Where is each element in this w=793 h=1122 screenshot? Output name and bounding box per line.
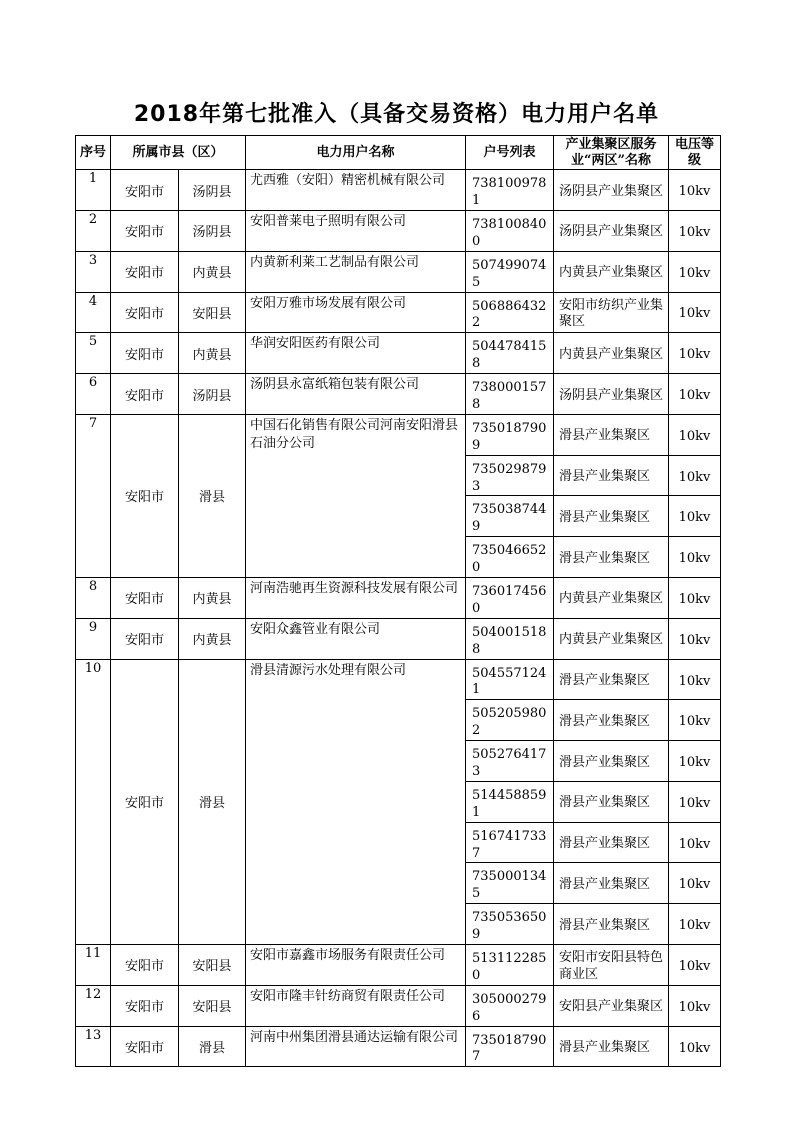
county-cell: 内黄县 xyxy=(178,577,245,618)
account-cell: 7350187907 xyxy=(465,1026,553,1067)
account-cell: 5052764173 xyxy=(465,740,553,781)
company-cell: 安阳万雅市场发展有限公司 xyxy=(245,292,465,333)
table-row xyxy=(75,1026,720,1067)
row-number-cell: 3 xyxy=(75,251,110,292)
zone-cell: 滑县产业集聚区 xyxy=(553,781,668,822)
account-cell: 7360174560 xyxy=(465,577,553,618)
city-cell: 安阳市 xyxy=(110,169,178,210)
zone-cell: 安阳市安阳县特色商业区 xyxy=(553,944,668,985)
table-header xyxy=(75,135,720,169)
zone-cell: 滑县产业集聚区 xyxy=(553,1026,668,1067)
row-number-cell: 7 xyxy=(75,414,110,577)
account-cell: 5131122850 xyxy=(465,944,553,985)
zone-cell: 滑县产业集聚区 xyxy=(553,862,668,903)
account-cell: 7350466520 xyxy=(465,536,553,577)
row-number-cell: 4 xyxy=(75,292,110,333)
county-cell: 内黄县 xyxy=(178,332,245,373)
city-cell: 安阳市 xyxy=(110,292,178,333)
table-row xyxy=(75,210,720,251)
company-cell: 内黄新利莱工艺制品有限公司 xyxy=(245,251,465,292)
county-cell: 滑县 xyxy=(178,659,245,944)
voltage-cell: 10kv xyxy=(668,414,720,455)
table-row xyxy=(75,985,720,1026)
voltage-cell: 10kv xyxy=(668,740,720,781)
table-row xyxy=(75,659,720,700)
table-row xyxy=(75,373,720,414)
account-cell: 5144588591 xyxy=(465,781,553,822)
voltage-cell: 10kv xyxy=(668,1026,720,1067)
table-row xyxy=(75,332,720,373)
company-cell: 滑县清源污水处理有限公司 xyxy=(245,659,465,944)
voltage-cell: 10kv xyxy=(668,292,720,333)
voltage-cell: 10kv xyxy=(668,822,720,863)
row-number-cell: 10 xyxy=(75,659,110,944)
row-number-cell: 8 xyxy=(75,577,110,618)
row-number-cell: 6 xyxy=(75,373,110,414)
table-row xyxy=(75,251,720,292)
company-cell: 安阳普莱电子照明有限公司 xyxy=(245,210,465,251)
zone-cell: 汤阴县产业集聚区 xyxy=(553,210,668,251)
company-cell: 安阳市隆丰针纺商贸有限责任公司 xyxy=(245,985,465,1026)
account-cell: 7350536509 xyxy=(465,903,553,944)
zone-cell: 汤阴县产业集聚区 xyxy=(553,373,668,414)
county-cell: 滑县 xyxy=(178,1026,245,1067)
table-row xyxy=(75,414,720,455)
zone-cell: 滑县产业集聚区 xyxy=(553,740,668,781)
city-cell: 安阳市 xyxy=(110,944,178,985)
account-cell: 7350298793 xyxy=(465,455,553,496)
voltage-cell: 10kv xyxy=(668,169,720,210)
company-cell: 汤阴县永富纸箱包装有限公司 xyxy=(245,373,465,414)
zone-cell: 安阳县产业集聚区 xyxy=(553,985,668,1026)
city-cell: 安阳市 xyxy=(110,251,178,292)
voltage-cell: 10kv xyxy=(668,536,720,577)
zone-cell: 滑县产业集聚区 xyxy=(553,822,668,863)
voltage-cell: 10kv xyxy=(668,618,720,659)
account-cell: 5167417337 xyxy=(465,822,553,863)
header-voltage: 电压等级 xyxy=(668,135,720,169)
zone-cell: 滑县产业集聚区 xyxy=(553,455,668,496)
voltage-cell: 10kv xyxy=(668,903,720,944)
account-cell: 5068864322 xyxy=(465,292,553,333)
account-cell: 5040015188 xyxy=(465,618,553,659)
voltage-cell: 10kv xyxy=(668,944,720,985)
voltage-cell: 10kv xyxy=(668,332,720,373)
zone-cell: 滑县产业集聚区 xyxy=(553,495,668,536)
city-cell: 安阳市 xyxy=(110,1026,178,1067)
county-cell: 内黄县 xyxy=(178,251,245,292)
company-cell: 华润安阳医药有限公司 xyxy=(245,332,465,373)
account-cell: 5044784158 xyxy=(465,332,553,373)
account-cell: 5074990745 xyxy=(465,251,553,292)
table-body xyxy=(75,169,720,1066)
county-cell: 安阳县 xyxy=(178,292,245,333)
row-number-cell: 1 xyxy=(75,169,110,210)
header-accounts: 户号列表 xyxy=(465,135,553,169)
zone-cell: 内黄县产业集聚区 xyxy=(553,577,668,618)
account-cell: 7350001345 xyxy=(465,862,553,903)
header-row xyxy=(75,135,720,169)
voltage-cell: 10kv xyxy=(668,659,720,700)
account-cell: 7381009781 xyxy=(465,169,553,210)
header-zone: 产业集聚区服务业“两区”名称 xyxy=(553,135,668,169)
city-cell: 安阳市 xyxy=(110,577,178,618)
zone-cell: 滑县产业集聚区 xyxy=(553,659,668,700)
table-row xyxy=(75,292,720,333)
company-cell: 河南浩驰再生资源科技发展有限公司 xyxy=(245,577,465,618)
county-cell: 安阳县 xyxy=(178,944,245,985)
row-number-cell: 2 xyxy=(75,210,110,251)
voltage-cell: 10kv xyxy=(668,862,720,903)
row-number-cell: 9 xyxy=(75,618,110,659)
table-row xyxy=(75,577,720,618)
voltage-cell: 10kv xyxy=(668,699,720,740)
voltage-cell: 10kv xyxy=(668,495,720,536)
account-cell: 7350187909 xyxy=(465,414,553,455)
city-cell: 安阳市 xyxy=(110,373,178,414)
city-cell: 安阳市 xyxy=(110,985,178,1026)
voltage-cell: 10kv xyxy=(668,577,720,618)
table-row xyxy=(75,169,720,210)
zone-cell: 内黄县产业集聚区 xyxy=(553,618,668,659)
zone-cell: 滑县产业集聚区 xyxy=(553,699,668,740)
power-user-table xyxy=(75,135,721,1067)
company-cell: 尤西雅（安阳）精密机械有限公司 xyxy=(245,169,465,210)
city-cell: 安阳市 xyxy=(110,414,178,577)
account-cell: 7381008400 xyxy=(465,210,553,251)
table-row xyxy=(75,944,720,985)
row-number-cell: 11 xyxy=(75,944,110,985)
voltage-cell: 10kv xyxy=(668,985,720,1026)
voltage-cell: 10kv xyxy=(668,210,720,251)
county-cell: 内黄县 xyxy=(178,618,245,659)
city-cell: 安阳市 xyxy=(110,618,178,659)
zone-cell: 内黄县产业集聚区 xyxy=(553,251,668,292)
account-cell: 3050002796 xyxy=(465,985,553,1026)
county-cell: 滑县 xyxy=(178,414,245,577)
voltage-cell: 10kv xyxy=(668,781,720,822)
city-cell: 安阳市 xyxy=(110,332,178,373)
city-cell: 安阳市 xyxy=(110,659,178,944)
voltage-cell: 10kv xyxy=(668,251,720,292)
county-cell: 汤阴县 xyxy=(178,169,245,210)
company-cell: 安阳市嘉鑫市场服务有限责任公司 xyxy=(245,944,465,985)
page-title: 2018年第七批准入（具备交易资格）电力用户名单 xyxy=(133,102,660,127)
voltage-cell: 10kv xyxy=(668,373,720,414)
table-row xyxy=(75,618,720,659)
county-cell: 安阳县 xyxy=(178,985,245,1026)
zone-cell: 汤阴县产业集聚区 xyxy=(553,169,668,210)
header-region: 所属市县（区） xyxy=(110,135,245,169)
zone-cell: 滑县产业集聚区 xyxy=(553,536,668,577)
zone-cell: 内黄县产业集聚区 xyxy=(553,332,668,373)
row-number-cell: 12 xyxy=(75,985,110,1026)
company-cell: 安阳众鑫管业有限公司 xyxy=(245,618,465,659)
county-cell: 汤阴县 xyxy=(178,373,245,414)
company-cell: 中国石化销售有限公司河南安阳滑县石油分公司 xyxy=(245,414,465,577)
company-cell: 河南中州集团滑县通达运输有限公司 xyxy=(245,1026,465,1067)
account-cell: 5052059802 xyxy=(465,699,553,740)
zone-cell: 安阳市纺织产业集聚区 xyxy=(553,292,668,333)
zone-cell: 滑县产业集聚区 xyxy=(553,903,668,944)
header-company: 电力用户名称 xyxy=(245,135,465,169)
row-number-cell: 5 xyxy=(75,332,110,373)
city-cell: 安阳市 xyxy=(110,210,178,251)
row-number-cell: 13 xyxy=(75,1026,110,1067)
header-no: 序号 xyxy=(75,135,110,169)
account-cell: 5045571241 xyxy=(465,659,553,700)
voltage-cell: 10kv xyxy=(668,455,720,496)
county-cell: 汤阴县 xyxy=(178,210,245,251)
account-cell: 7380001578 xyxy=(465,373,553,414)
account-cell: 7350387449 xyxy=(465,495,553,536)
zone-cell: 滑县产业集聚区 xyxy=(553,414,668,455)
